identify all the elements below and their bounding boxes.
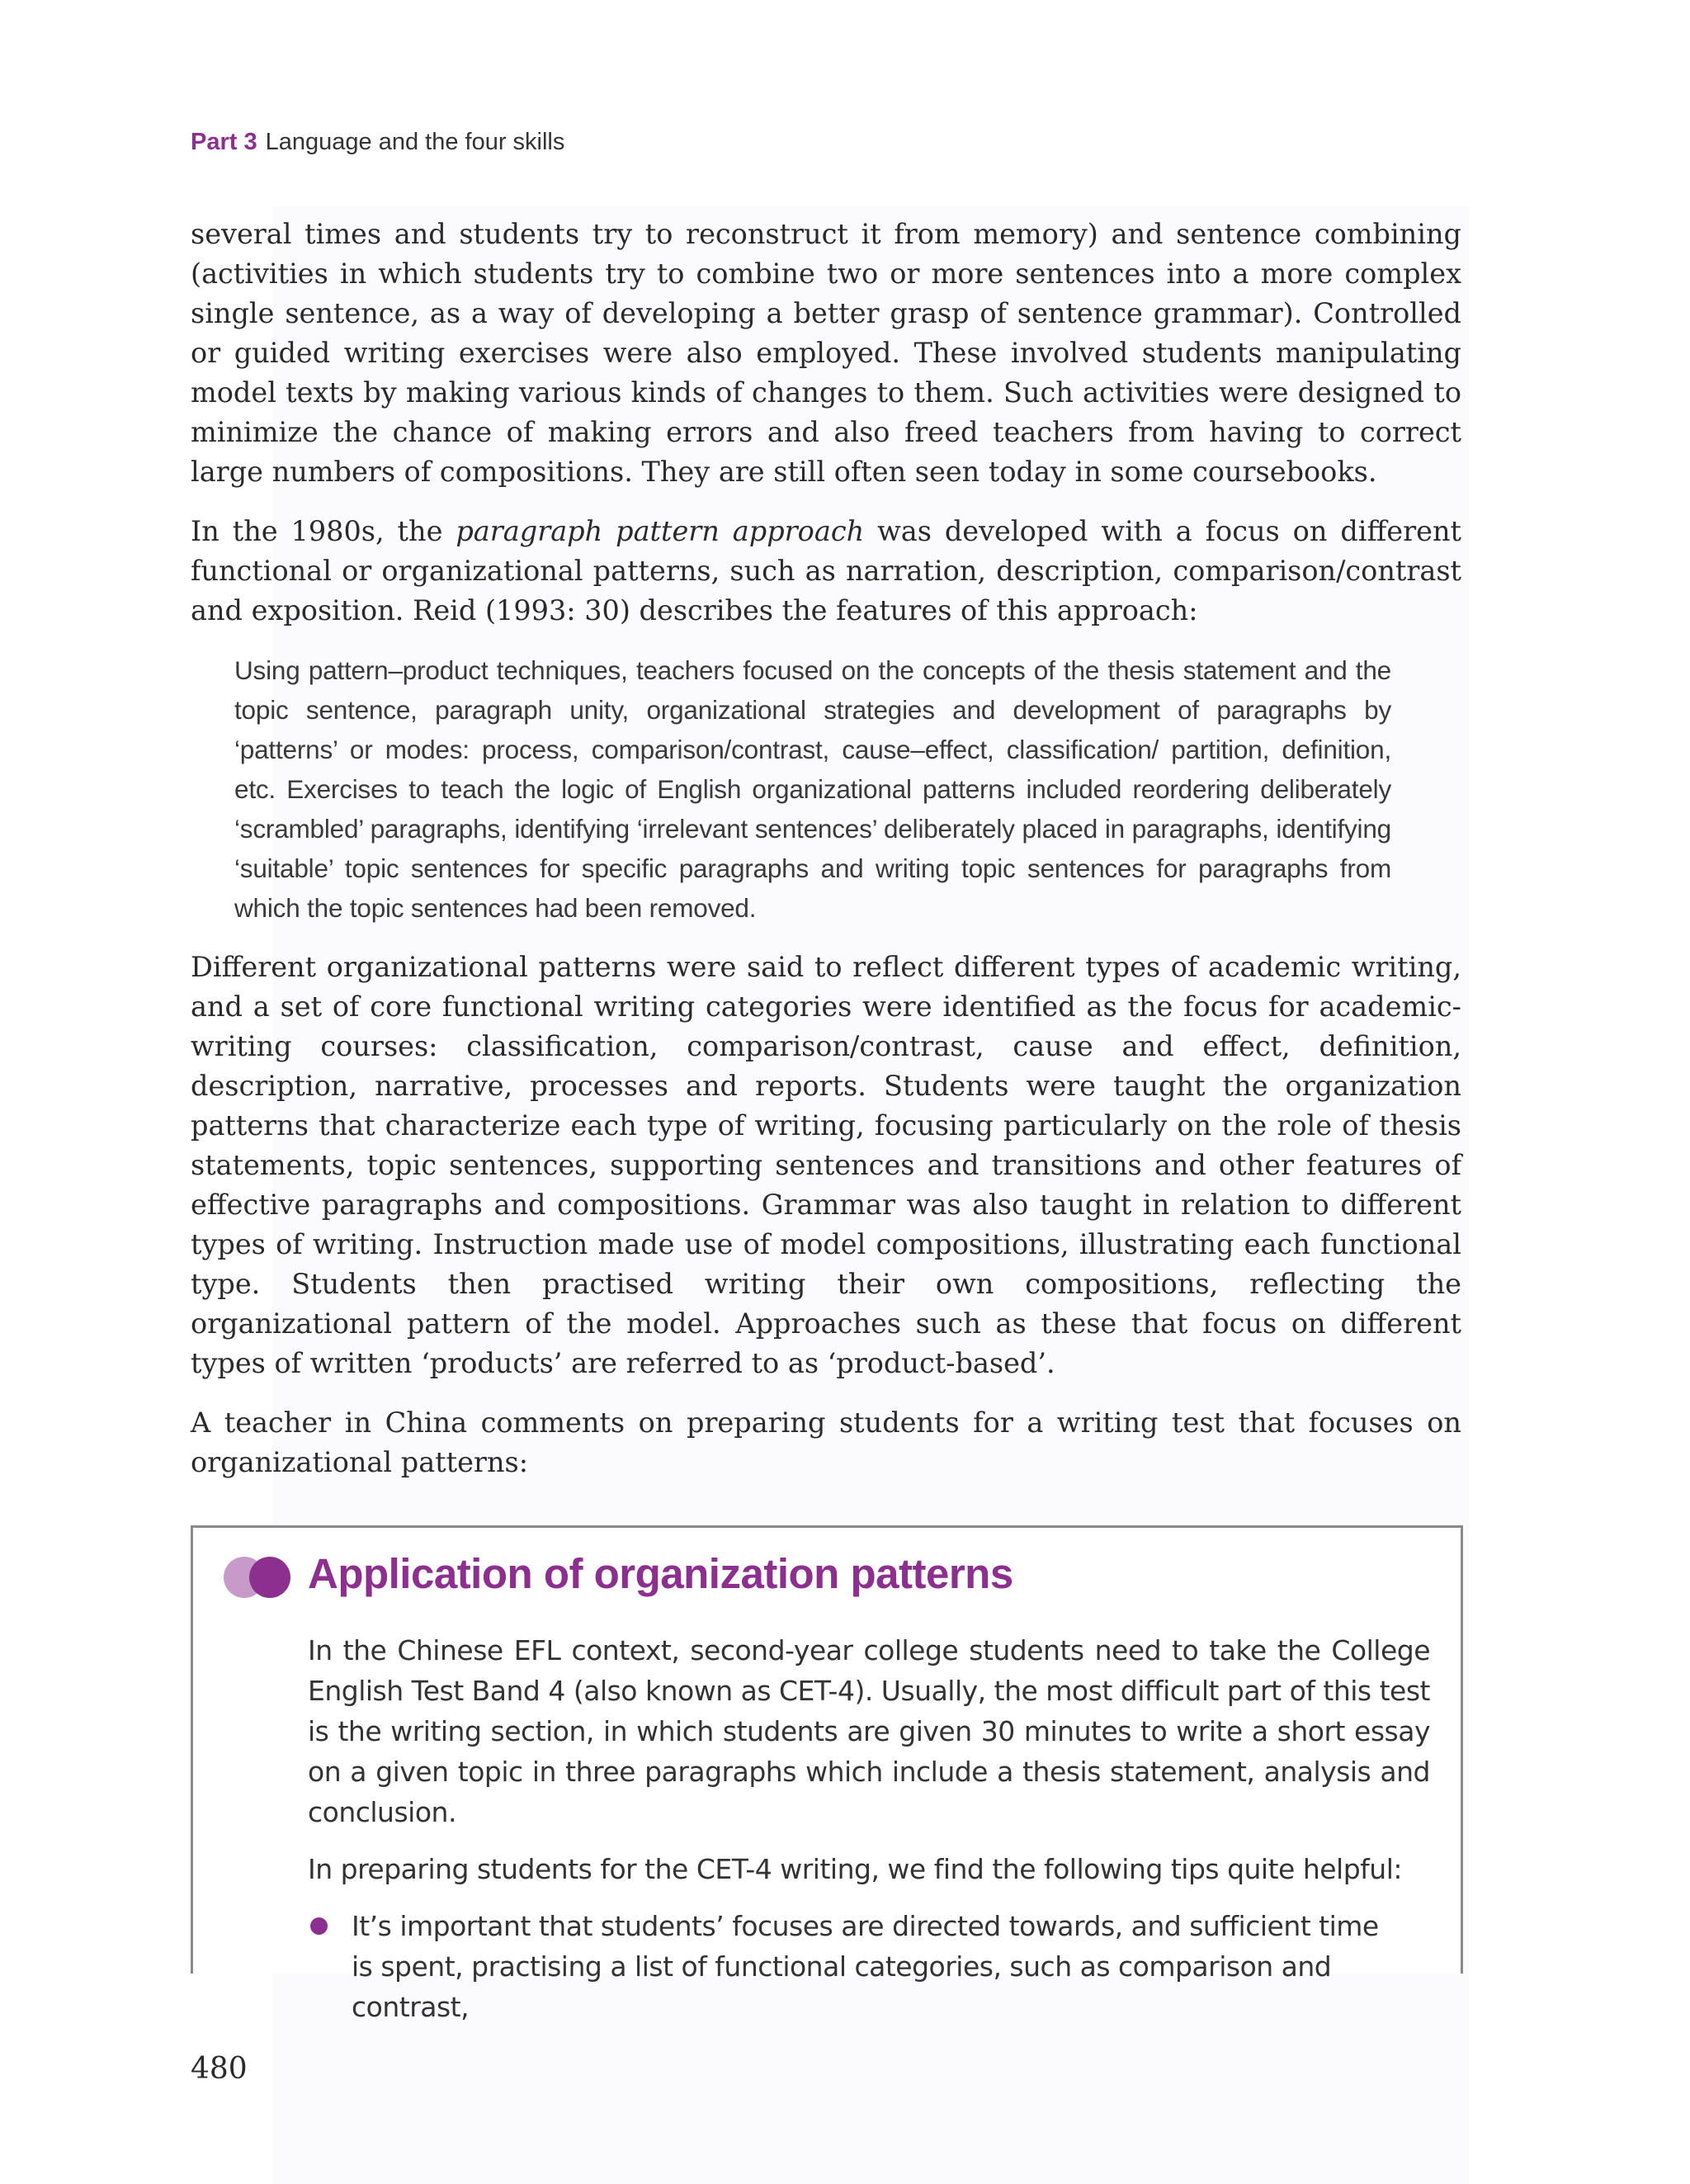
running-head bbox=[191, 129, 564, 156]
tips-list bbox=[308, 1906, 1430, 2027]
paragraph bbox=[191, 512, 1461, 631]
body-text bbox=[191, 215, 1461, 1502]
circle-front bbox=[249, 1557, 290, 1598]
list-item-text: It’s important that students’ focuses are directed towards, and sufficient time is spent, practising a list of functional categories, such as comparison and contrast, bbox=[352, 1910, 1379, 2023]
part-label: Part 3 bbox=[191, 129, 257, 155]
bullet-icon bbox=[310, 1917, 328, 1935]
paragraph: Different organizational patterns were said to reflect different types of academic writing, and a set of core functional writing categories were identified as the focus for academic-writing courses: classification, comparison/contrast, cause and effect, definition, description, narrative, processes and reports. Students were taught the organization patterns that characterize each type of writing, focusing particularly on the role of thesis statements, topic sentences, supporting sentences and transitions and other features of effective paragraphs and compositions. Grammar was also taught in relation to different types of writing. Instruction made use of model compositions, illustrating each functional type. Students then practised writing their own compositions, reflecting the organizational pattern of the model. Approaches such as these that focus on different types of written ‘products’ are referred to as ‘product-based’. bbox=[191, 951, 1461, 1379]
paragraph-text: In the 1980s, the bbox=[191, 515, 456, 547]
paragraph: A teacher in China comments on preparing students for a writing test that focuses on organizational patterns: bbox=[191, 1406, 1461, 1478]
page-number: 480 bbox=[191, 2052, 248, 2086]
box-title: Application of organization patterns bbox=[308, 1550, 1013, 1597]
box-body bbox=[308, 1630, 1430, 2027]
block-quote: Using pattern–product techniques, teachers focused on the concepts of the thesis statement and the topic sentence, paragraph unity, organizational strategies and development of paragraphs by ‘patterns’ or modes: process, comparison/contrast, cause–effect, classification/ partition, definition, etc. Exercises to teach the logic of English organizational patterns included reordering deliberately ‘scrambled’ paragraphs, identifying ‘irrelevant sentences’ deliberately placed in paragraphs, identifying ‘suitable’ topic sentences for specific paragraphs and writing topic sentences for paragraphs from which the topic sentences had been removed. bbox=[234, 655, 1391, 923]
double-circle-icon bbox=[223, 1556, 292, 1599]
emphasis-term: paragraph pattern approach bbox=[456, 515, 865, 547]
paragraph: several times and students try to reconstruct it from memory) and sentence combining (activities in which students try to combine two or more sentences into a more complex single sentence, as a way of developing a better grasp of sentence grammar). Controlled or guided writing exercises were also employed. These involved students manipulating model texts by making various kinds of changes to them. Such activities were designed to minimize the chance of making errors and also freed teachers from having to correct large numbers of compositions. They are still often seen today in some coursebooks. bbox=[191, 218, 1461, 488]
section-title: Language and the four skills bbox=[265, 129, 565, 155]
feature-box bbox=[191, 1525, 1463, 2023]
paragraph-text: was developed with a focus on different functional or organizational patterns, such as narration, description, comparison/contrast and exposition. Reid (1993: 30) describes the features of this approach: bbox=[191, 515, 1462, 626]
list-item bbox=[308, 1906, 1430, 2027]
box-paragraph: In preparing students for the CET-4 writing, we find the following tips quite helpful: bbox=[308, 1853, 1402, 1885]
box-paragraph: In the Chinese EFL context, second-year college students need to take the College English Test Band 4 (also known as CET-4). Usually, the most difficult part of this test is the writing section, in which students are given 30 minutes to write a short essay on a given topic in three paragraphs which include a thesis statement, analysis and conclusion. bbox=[308, 1634, 1430, 1828]
